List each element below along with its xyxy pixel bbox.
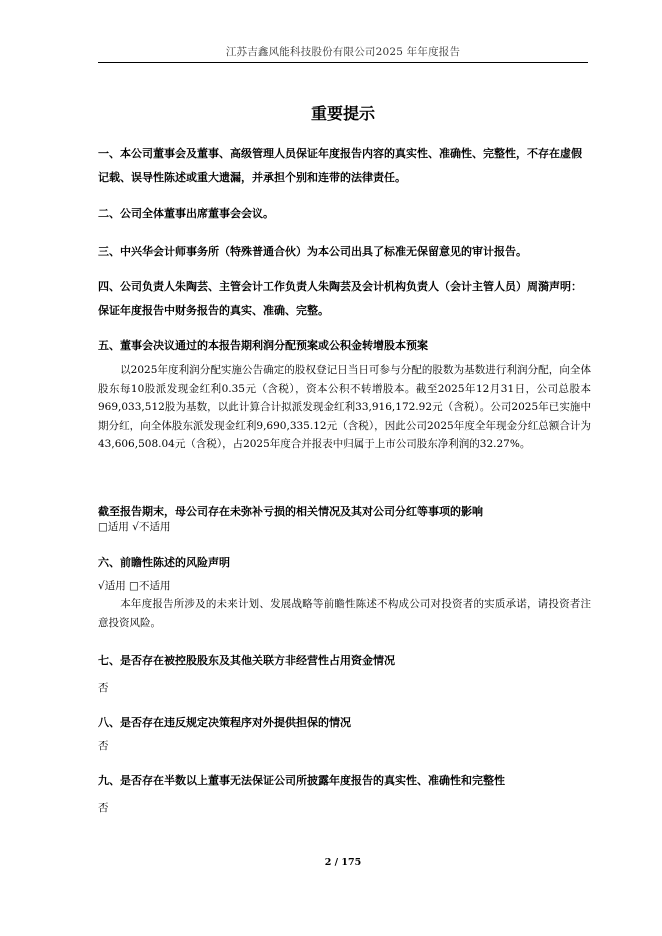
section-7-answer: 否: [98, 682, 109, 694]
section-9-heading: 九、是否存在半数以上董事无法保证公司所披露年度报告的真实性、准确性和完整性: [98, 774, 505, 787]
section-7-heading: 七、是否存在被控股股东及其他关联方非经营性占用资金情况: [98, 654, 395, 667]
section-2: 二、公司全体董事出席董事会会议。: [98, 207, 274, 220]
section-5b-checkbox: □适用 √不适用: [98, 521, 171, 533]
section-8-heading: 八、是否存在违反规定决策程序对外提供担保的情况: [98, 716, 351, 729]
page-number: 2 / 175: [324, 857, 362, 868]
section-5b-heading: 截至报告期末，母公司存在未弥补亏损的相关情况及其对公司分红等事项的影响: [98, 505, 483, 518]
section-5-text: 以2025年度利润分配实施公告确定的股权登记日当日可参与分配的股数为基数进行利润分配，向全体股东每10股派发现金红利0.35元（含税），资本公积不转增股本。截至2025年12月31日，公司总股本969,033,512股为基数，以此计算合计拟派发现金红利33,916,172.92元（含税）。公司2025年已实施中期分红，向全体股东派发现金红利9,690,335.12元（含税），因此公司2025年度全年现金分红总额合计为43,606,508.04元（含税），占2025年度合并报表中归属于上市公司股东净利润的32.27%。: [98, 364, 591, 451]
section-5-body: [98, 361, 591, 454]
section-6-heading: 六、前瞻性陈述的风险声明: [98, 556, 230, 569]
section-8-answer: 否: [98, 740, 109, 752]
section-1: 一、本公司董事会及董事、高级管理人员保证年度报告内容的真实性、准确性、完整性，不存在虚假记载、误导性陈述或重大遗漏，并承担个别和连带的法律责任。: [98, 147, 582, 184]
section-4: 四、公司负责人朱陶芸、主管会计工作负责人朱陶芸及会计机构负责人（会计主管人员）周漪声明：保证年度报告中财务报告的真实、准确、完整。: [98, 280, 582, 317]
page-header: 江苏吉鑫风能科技股份有限公司2025 年年度报告: [225, 46, 461, 58]
section-6-body: [98, 595, 591, 632]
section-6-text: 本年度报告所涉及的未来计划、发展战略等前瞻性陈述不构成公司对投资者的实质承诺，请投资者注意投资风险。: [98, 598, 591, 629]
section-6-checkbox: √适用 □不适用: [98, 580, 171, 592]
section-5-heading: 五、董事会决议通过的本报告期利润分配预案或公积金转增股本预案: [98, 339, 428, 352]
header-rule: [98, 62, 588, 63]
section-9-answer: 否: [98, 802, 109, 814]
section-3: 三、中兴华会计师事务所（特殊普通合伙）为本公司出具了标准无保留意见的审计报告。: [98, 245, 527, 258]
page-title: 重要提示: [310, 104, 375, 123]
